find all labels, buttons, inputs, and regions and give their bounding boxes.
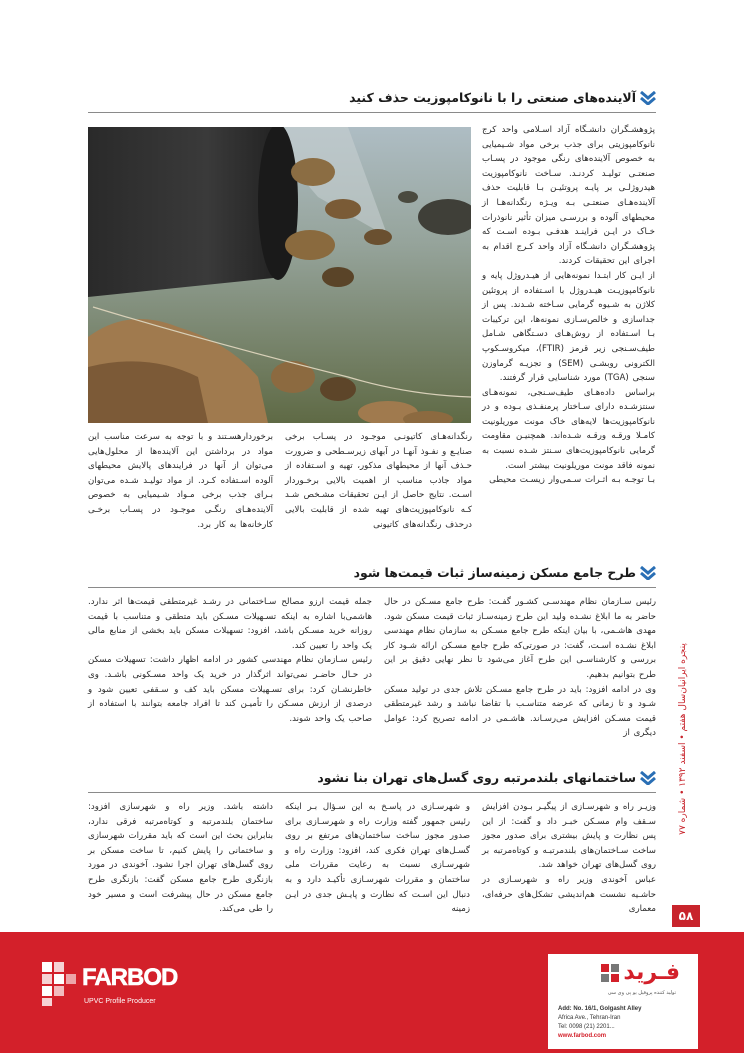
chevron-down-icon bbox=[640, 771, 656, 785]
article3-paragraph-4: داشته باشد. وزیر راه و شهرسازی افزود: ساختمان بلندمرتبه و کوتاه‌مرتبه فرقی ندارد، بنابراین بحث این است که باید مقررات شهرسازی و ساختمانی را پایش کنیم، تا ساخت مسکن بر روی گسل‌های تهران اجرا نشود. آخوندی در مورد بازنگری طرح جامع مسکن گفت: بازنگری طرح جامع مسکن در حال پیشرفت است و مسیر خود را طی می‌کند. bbox=[88, 802, 273, 915]
article3-title: ساختمانهای بلندمرتبه روی گسل‌های تهران بنا نشود bbox=[317, 770, 636, 785]
article3-paragraph-2: عباس آخوندی وزیر راه و شهرسـازی در حاشـیه نشست هم‌اندیشی تشکل‌های حرفه‌ای، معماری bbox=[482, 874, 656, 915]
article1-paragraph-3: براساس داده‌هـای طیف‌سـنجی، نمونه‌هـای سنتزشـده دارای سـاختار پرمنفـذی بـوده و در نانوکامپوزیت‌ها لایه‌های خاک مونت موریلونیت کامـلا ورقـه ورقـه شـده‌اند. همچنیـن مقاومت گرمایی نانوکامپوزیت‌های سـنتز شـده نسبت به نمونه فاقد مونت موریلونیت بیشتر است. bbox=[482, 387, 655, 471]
farbod-logo-icon bbox=[40, 960, 80, 1008]
article2-paragraph-3: جمله قیمت ارزو مصالح سـاختمانی در رشـد غیرمتطقی قیمت‌ها اثر ندارد. هاشمی‌با اشاره به اینکه تسـهیلات مسـکن باید متطقی و متناسب با قیمت روزانه خرید مسـکن باشد، افزود: تسهیلات مسکن باید بخشی از منابع مالی یک واحد را تعیین کند. bbox=[88, 597, 372, 651]
address-1: Add: No. 16/1, Golgasht Alley bbox=[558, 1006, 642, 1012]
address-2: Africa Ave., Tehran-Iran bbox=[558, 1015, 621, 1021]
issue-info-text: پنجره ایرانیان‌سال هفتم • اسفند ۱۳۹۲ • شماره ۷۷ bbox=[678, 643, 688, 835]
article1-paragraph-4: بـا توجـه بـه اثـرات سـمی‌وار زیسـت محیطی bbox=[489, 475, 655, 486]
brand-mark-icon bbox=[601, 964, 619, 982]
article1-rule bbox=[88, 112, 656, 113]
article1-left-text: برخوردارهسـتند و با توجه به سرعت مناسب این مواد در برداشتن این آلاینده‌ها از محلول‌هایی می‌توان از آنها در فرایندهای پالایش محیطهای آلوده اسـتفاده کـرد. از مواد تولیـد شـده می‌توان بـرای جذب برخی مـواد شـیمیایی به خصوص آلاینده‌هـای رنگـی موجـود در پسـاب برخـی کارخانه‌ها به کار برد. bbox=[88, 432, 273, 530]
chevron-down-icon bbox=[640, 566, 656, 580]
farbod-logo-subtitle: UPVC Profile Producer bbox=[84, 998, 156, 1005]
side-strip bbox=[672, 560, 698, 932]
brand-fa bbox=[601, 960, 680, 985]
article2-title: طرح جامع مسکن زمینه‌ساز ثبات قیمت‌ها شود bbox=[353, 565, 636, 580]
tel: Tel: 0098 (21) 2201... bbox=[558, 1024, 615, 1030]
contact-box bbox=[548, 954, 698, 1049]
article1-paragraph-2: از ایـن کار ابتـدا نمونه‌هایی از هیـدروژل پایه و نانوکامپوزیـت هیـدروژل با اسـتفاده از پروتئین کلاژن به شـیوه گرمایی سـاخته شـدند. پس از جداسازی و خالص‌سـازی نمونه‌ها، این ترکیبات بـا اسـتفاده از روش‌هـای دسـتگاهی شـامل طیف‌سـنجی زیر قرمز (FTIR)، میکروسـکوپ الکترونی روبشـی (SEM) و تجزیـه گرماوزن سنجی (TGA) مورد شناسایی قرار گرفتند. bbox=[482, 270, 656, 384]
article1-header bbox=[96, 90, 656, 110]
website-link[interactable]: www.farbod.com bbox=[558, 1033, 607, 1039]
article1-col-left bbox=[88, 430, 273, 532]
article2-paragraph-1: رئیس سـازمان نظام مهندسـی کشـور گفـت: طرح جامع مسـکن در حال حاضر به ما ابلاغ نشـده ولید این طرح زمینه‌سـاز ثبات قیمت مسکن شود. مهدی هاشـمی، با بیان اینکه طرح جامع مسـکن به سازمان نظام مهندسی ابلاغ نشـده اسـت، گفت: در صورتی‌که طرح جامع مسـکن ارائه شـود کار بررسی و کارشناسـی این طرح آغاز می‌شود تا نظر نهایی دقیق بر این طرح بتوانیم بدهیم. bbox=[384, 597, 656, 680]
article3-header bbox=[96, 770, 656, 790]
pipe-photo bbox=[88, 127, 471, 423]
article3-paragraph-1: وزیـر راه و شهرسـازی از پیگیـر بـودن افزایش سـقف وام مسـکن خبـر داد و گفت: از این پس نظارت و پایش بیشتری برای صدور مجوز ساخت سـاختمان‌های بلندمرتبـه و کوتاه‌مرتبه بر روی گسل‌های تهران خواهد شد. bbox=[482, 802, 656, 871]
article2-paragraph-4: رئیس سـازمان نظام مهندسی کشور در ادامه اظهار داشت: تسهیلات مسکن در حـال حاضـر نمی‌تواند اثرگذار در خرید یک واحد مسـکونی باشـد. وی خاطرنشـان کرد: برای تسـهیلات مسکن باید کف و سـقفی تعیین شود و درصدی از ارزش مسـکن را تأمیـن کند تا افراد جامعه بتوانند با استفاده از صاحب یک واحد شوند. bbox=[88, 655, 372, 724]
brand-sub: تولید کننده پروفیل یو پی وی سی bbox=[607, 990, 676, 996]
article3-col-left bbox=[88, 800, 273, 917]
article1-paragraph-1: پژوهشـگران دانشـگاه آزاد اسـلامی واحد کرج نانوکامپوزیتی برای جذب برخی مواد شـیمیایی به خصوص آلاینده‌های رنگی موجود در پسـاب صنعتـی تولیـد کردنـد. سـاخت نانوکامپوزیت هیدروژلـی بر پایـه پروتئیـن بـا قابلیت حذف آلاینده‌هـای صنعتـی بـه ویـژه رنگدانه‌هـا از محیطهای آلوده و بررسـی میزان تأثیر نانوذرات خـاک در ایـن فراینـد هدفـی بـوده اسـت که پژوهشـگران دانشـگاه آزاد واحد کـرج اقدام به اجرای این تحقیقات کردند. bbox=[482, 125, 655, 267]
article2-paragraph-2: وی در ادامه افزود: باید در طرح جامع مسـکن تلاش جدی در تولید مسکن شـود و تا زمانی که عرضه متناسـب با تقاضا نباشد و رشد غیرمتطقی قیمت مسـکن افزایش می‌رسـاند. هاشـمی در ادامه تصریح کرد: عوامل دیگری از bbox=[384, 684, 656, 739]
farbod-logo-text: FARBOD bbox=[82, 964, 178, 991]
article1-col-mid bbox=[285, 430, 472, 532]
article2-col-left bbox=[88, 595, 372, 726]
article2-col-right bbox=[384, 595, 656, 741]
page-number-text: ۵۸ bbox=[678, 909, 694, 923]
footer-ad bbox=[0, 932, 744, 1053]
article3-col-right bbox=[482, 800, 656, 917]
farbod-logo-box bbox=[32, 954, 192, 1016]
page-number bbox=[672, 905, 700, 927]
article3-paragraph-3: و شهرسـازی در پاسـخ به این سـؤال بـر اینکه رئیس جمهور گفته وزارت راه و شهرسـازی برای صدور مجوز ساخت ساختمان‌های مرتفع بر روی گسـل‌های تهران فکری کند، افزود: وزارت راه و شهرسـازی نسبت به رعایت مقررات ملی ساختمان و مقررات شهرسـازی تأکیـد دارد و به دنبال این اسـت که نظارت و پایـش جدی در ایـن زمینه bbox=[285, 802, 470, 915]
article1-mid-text: رنگدانه‌هـای کاتیونـی موجـود در پسـاب برخی صنایـع و نفـوذ آنهـا در آبهای زیرسـطحی و ضرورت حـذف آنها از محیطهای مذکور، تهیه و اسـتفاده از مواد جاذب مناسب از اهمیت بالایی برخـوردار اسـت. نتایج حاصل از ایـن تحقیقات مشـخص شـد کـه نانوکامپوزیت‌های تهیه شده از قابلیت بالایی درحذف رنگدانه‌های کاتیونی bbox=[285, 432, 472, 530]
article2-header bbox=[96, 565, 656, 585]
article1-col-right bbox=[482, 123, 655, 488]
chevron-down-icon bbox=[640, 91, 656, 105]
brand-fa-text: فـريد bbox=[623, 960, 680, 985]
article3-rule bbox=[88, 792, 656, 793]
article3-col-mid bbox=[285, 800, 470, 917]
issue-info bbox=[678, 574, 696, 904]
article1-title: آلاینده‌های صنعتی را با نانوکامپوزیت حذف کنید bbox=[349, 90, 636, 105]
article2-rule bbox=[88, 587, 656, 588]
